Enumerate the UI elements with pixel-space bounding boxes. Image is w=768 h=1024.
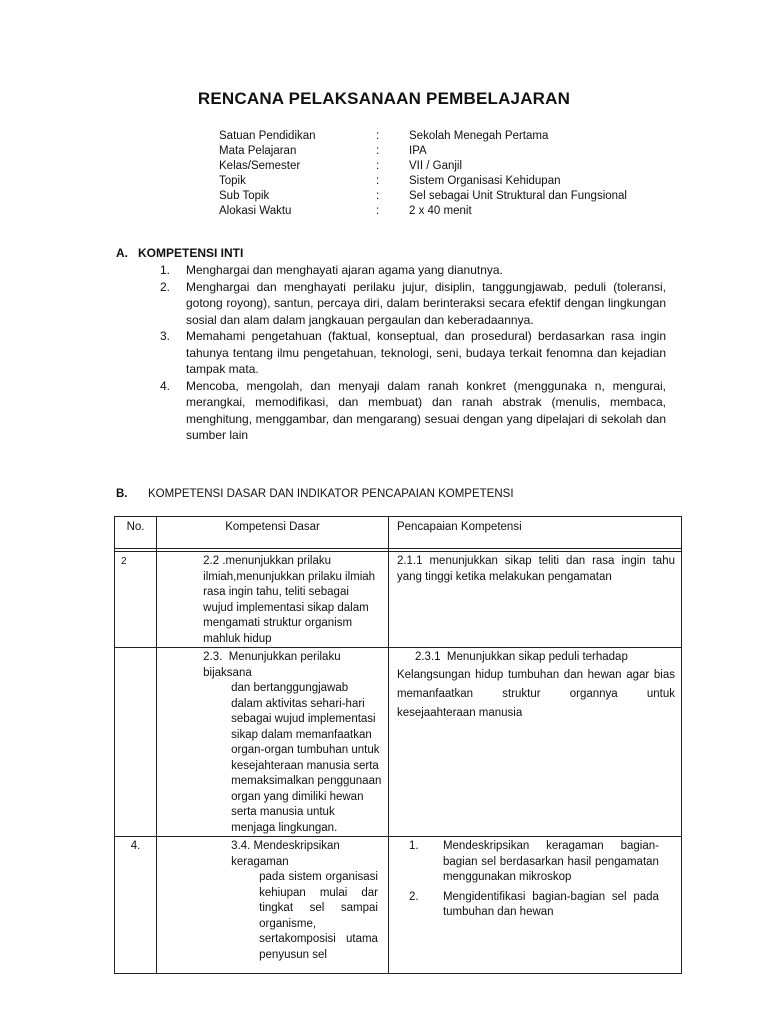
list-item [389, 839, 675, 886]
meta-value: Sel sebagai Unit Struktural dan Fungsional [409, 190, 627, 202]
item-text: Mendeskripsikan keragaman bagian-bagian sel berdasarkan hasil pengamatan menggunakan mikroskop [442, 840, 659, 883]
meta-value: IPA [409, 145, 427, 157]
row-number: 4. [115, 837, 157, 974]
meta-value: 2 x 40 menit [409, 205, 472, 217]
meta-row [219, 159, 709, 174]
pk-first-line [397, 650, 675, 666]
meta-value: VII / Ganjil [409, 160, 463, 172]
meta-colon: : [376, 160, 380, 172]
item-number: 4. [160, 378, 171, 393]
kd-rest: dan bertanggungjawab dalam aktivitas sehari-hari sebagai wujud implementasi sikap dalam memanfaatkan organ-organ tumbuhan untuk kesejahteraan manusia serta memaksimalkan penggunaan organ yang dimiliki hewan serta manusia untuk menjaga lingkungan. [231, 682, 382, 834]
pk-text: 2.1.1 menunjukkan sikap teliti dan rasa ingin tahu yang tinggi ketika melakukan pengamatan [396, 555, 675, 583]
list-item [389, 890, 675, 921]
pk-number: 2.3.1 [414, 651, 441, 663]
section-a-heading [116, 246, 243, 260]
meta-row [219, 204, 709, 219]
kd-text: 2.2 .menunjukkan prilaku ilmiah,menunjukkan prilaku ilmiah rasa ingin tahu, teliti sebagai wujud implementasi sikap dalam mengamati struktur organism mahluk hidup [203, 555, 376, 645]
item-text: Menghargai dan menghayati perilaku jujur, disiplin, tanggungjawab, peduli (toleransi, gotong royong), santun, percaya diri, dalam berinteraksi secara efektif dengan lingkungan sosial dan alam dalam jangkauan pergaulan dan keberadaannya. [186, 279, 666, 327]
section-b-heading [116, 488, 514, 500]
pk-cell [388, 648, 681, 837]
meta-label: Satuan Pendidikan [219, 130, 316, 142]
meta-label: Sub Topik [219, 190, 270, 202]
meta-row [219, 144, 709, 159]
meta-colon: : [376, 205, 380, 217]
table-header-row [115, 517, 682, 549]
kd-rest: pada sistem organisasi kehiupan mulai dar tingkat sel sampai organisme, sertakomposisi utama penyusun sel [259, 871, 378, 961]
item-number: 1. [160, 263, 171, 277]
kompetensi-inti-list [160, 262, 666, 444]
kd-number: 3.4. [231, 840, 251, 852]
column-header-kd: Kompetensi Dasar [157, 517, 389, 549]
kd-cell [157, 648, 389, 837]
item-number: 2. [160, 279, 171, 294]
kd-first-line [165, 839, 382, 870]
meta-row [219, 129, 709, 144]
meta-label: Kelas/Semester [219, 160, 301, 172]
pk-cell [388, 552, 681, 648]
meta-colon: : [376, 130, 380, 142]
meta-row [219, 189, 709, 204]
list-item [160, 328, 666, 378]
list-item [160, 279, 666, 329]
meta-colon: : [376, 175, 380, 187]
competency-table [114, 516, 682, 974]
item-number: 1. [408, 840, 419, 852]
meta-colon: : [376, 190, 380, 202]
kd-number: 2.3. [203, 651, 223, 663]
meta-label: Mata Pelajaran [219, 145, 297, 157]
meta-colon: : [376, 145, 380, 157]
item-text: Mengidentifikasi bagian-bagian sel pada tumbuhan dan hewan [442, 890, 659, 918]
section-title: KOMPETENSI DASAR DAN INDIKATOR PENCAPAIAN KOMPETENSI [148, 488, 514, 500]
section-letter: B. [116, 488, 128, 500]
meta-row [219, 174, 709, 189]
section-title: KOMPETENSI INTI [138, 246, 244, 260]
table-row [115, 837, 682, 974]
table-row [115, 552, 682, 648]
kd-cell [157, 552, 389, 648]
identity-table [219, 129, 709, 219]
pk-first-text: Menunjukkan sikap peduli terhadap [446, 651, 628, 663]
column-header-pk: Pencapaian Kompetensi [388, 517, 681, 549]
meta-value: Sistem Organisasi Kehidupan [409, 175, 561, 187]
kd-first-line [165, 650, 382, 681]
list-item [160, 378, 666, 444]
document-title: RENCANA PELAKSANAAN PEMBELAJARAN [197, 89, 571, 108]
kd-cell [157, 837, 389, 974]
kd-first-text: Mendeskripsikan keragaman [231, 840, 340, 868]
table-row [115, 648, 682, 837]
row-number: 2 [115, 552, 157, 648]
item-text: Mencoba, mengolah, dan menyaji dalam ranah konkret (menggunaka n, mengurai, merangkai, memodifikasi, dan membuat) dan ranah abstrak (menulis, membaca, menghitung, menggambar, dan mengarang) sesuai dengan yang dipelajari di sekolah dan sumber lain [186, 378, 666, 442]
meta-label: Topik [219, 175, 246, 187]
pk-cell [388, 837, 681, 974]
item-text: Memahami pengetahuan (faktual, konseptual, dan prosedural) berdasarkan rasa ingin tahunya tentang ilmu pengetahuan, teknologi, seni, budaya terkait fenomna dan kejadian tampak mata. [186, 329, 666, 376]
meta-value: Sekolah Menegah Pertama [409, 130, 549, 142]
row-number [115, 648, 157, 837]
list-item [160, 262, 666, 279]
item-text: Menghargai dan menghayati ajaran agama yang dianutnya. [186, 263, 503, 277]
item-number: 3. [160, 329, 171, 343]
meta-label: Alokasi Waktu [219, 205, 292, 217]
kd-first-text: Menunjukkan perilaku bijaksana [203, 651, 341, 679]
item-number: 2. [408, 890, 419, 903]
column-header-no: No. [115, 517, 157, 549]
section-letter: A. [116, 246, 128, 260]
pk-rest: Kelangsungan hidup tumbuhan dan hewan agar bias memanfaatkan struktur organnya untuk kesejaahteraan manusia [396, 668, 675, 719]
